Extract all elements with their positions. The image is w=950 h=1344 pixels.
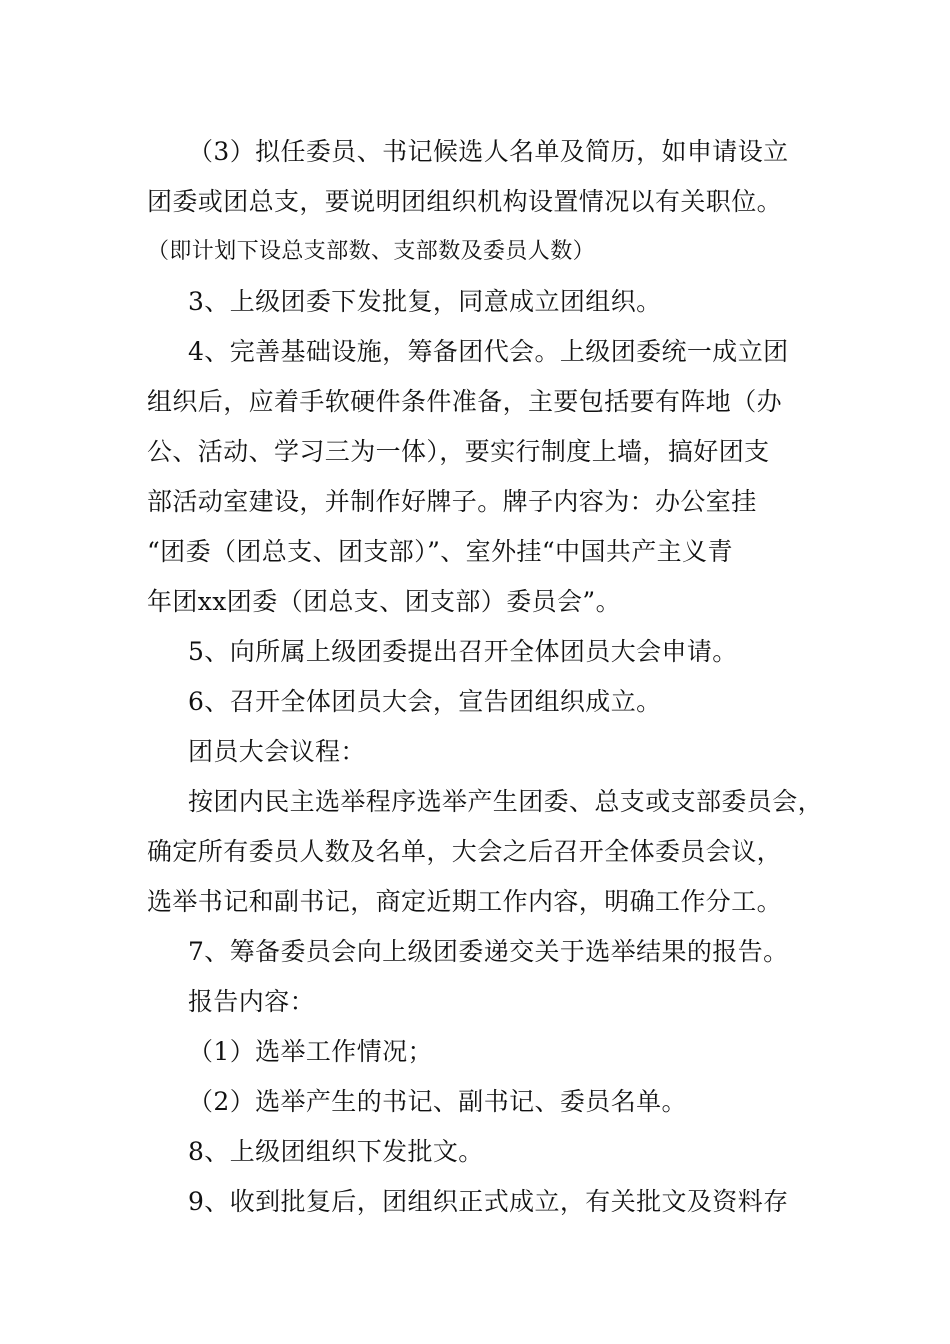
paragraph-line: 按团内民主选举程序选举产生团委、总支或支部委员会， xyxy=(188,787,824,816)
paragraph-line: 3、上级团委下发批复，同意成立团组织。 xyxy=(188,287,662,316)
paragraph-line: 团委或团总支，要说明团组织机构设置情况以有关职位。 xyxy=(147,187,783,216)
paragraph-line: 组织后，应着手软硬件条件准备，主要包括要有阵地（办 xyxy=(147,387,783,416)
paragraph-line: 选举书记和副书记，商定近期工作内容，明确工作分工。 xyxy=(147,887,783,916)
paragraph-line: 4、完善基础设施，筹备团代会。上级团委统一成立团 xyxy=(188,337,789,366)
paragraph-line: 5、向所属上级团委提出召开全体团员大会申请。 xyxy=(188,637,738,666)
paragraph-line: （3）拟任委员、书记候选人名单及简历，如申请设立 xyxy=(188,137,789,166)
list-item: （2）选举产生的书记、副书记、委员名单。 xyxy=(188,1087,687,1116)
paragraph-line: 9、收到批复后，团组织正式成立，有关批文及资料存 xyxy=(188,1187,789,1216)
section-heading: 报告内容： xyxy=(188,987,316,1016)
paragraph-line: 年团xx团委（团总支、团支部）委员会”。 xyxy=(147,587,621,616)
paragraph-line: 6、召开全体团员大会，宣告团组织成立。 xyxy=(188,687,662,716)
paragraph-line: 确定所有委员人数及名单，大会之后召开全体委员会议， xyxy=(147,837,783,866)
paragraph-line: 部活动室建设，并制作好牌子。牌子内容为：办公室挂 xyxy=(147,487,757,516)
section-heading: 团员大会议程： xyxy=(188,737,366,766)
paragraph-line: 7、筹备委员会向上级团委递交关于选举结果的报告。 xyxy=(188,937,789,966)
paragraph-line: 公、活动、学习三为一体），要实行制度上墙，搞好团支 xyxy=(147,437,770,466)
paragraph-line: 8、上级团组织下发批文。 xyxy=(188,1137,484,1166)
list-item: （1）选举工作情况； xyxy=(188,1037,433,1066)
paragraph-line: （即计划下设总支部数、支部数及委员人数） xyxy=(147,239,596,264)
paragraph-line: “团委（团总支、团支部）”、室外挂“中国共产主义青 xyxy=(147,537,733,566)
